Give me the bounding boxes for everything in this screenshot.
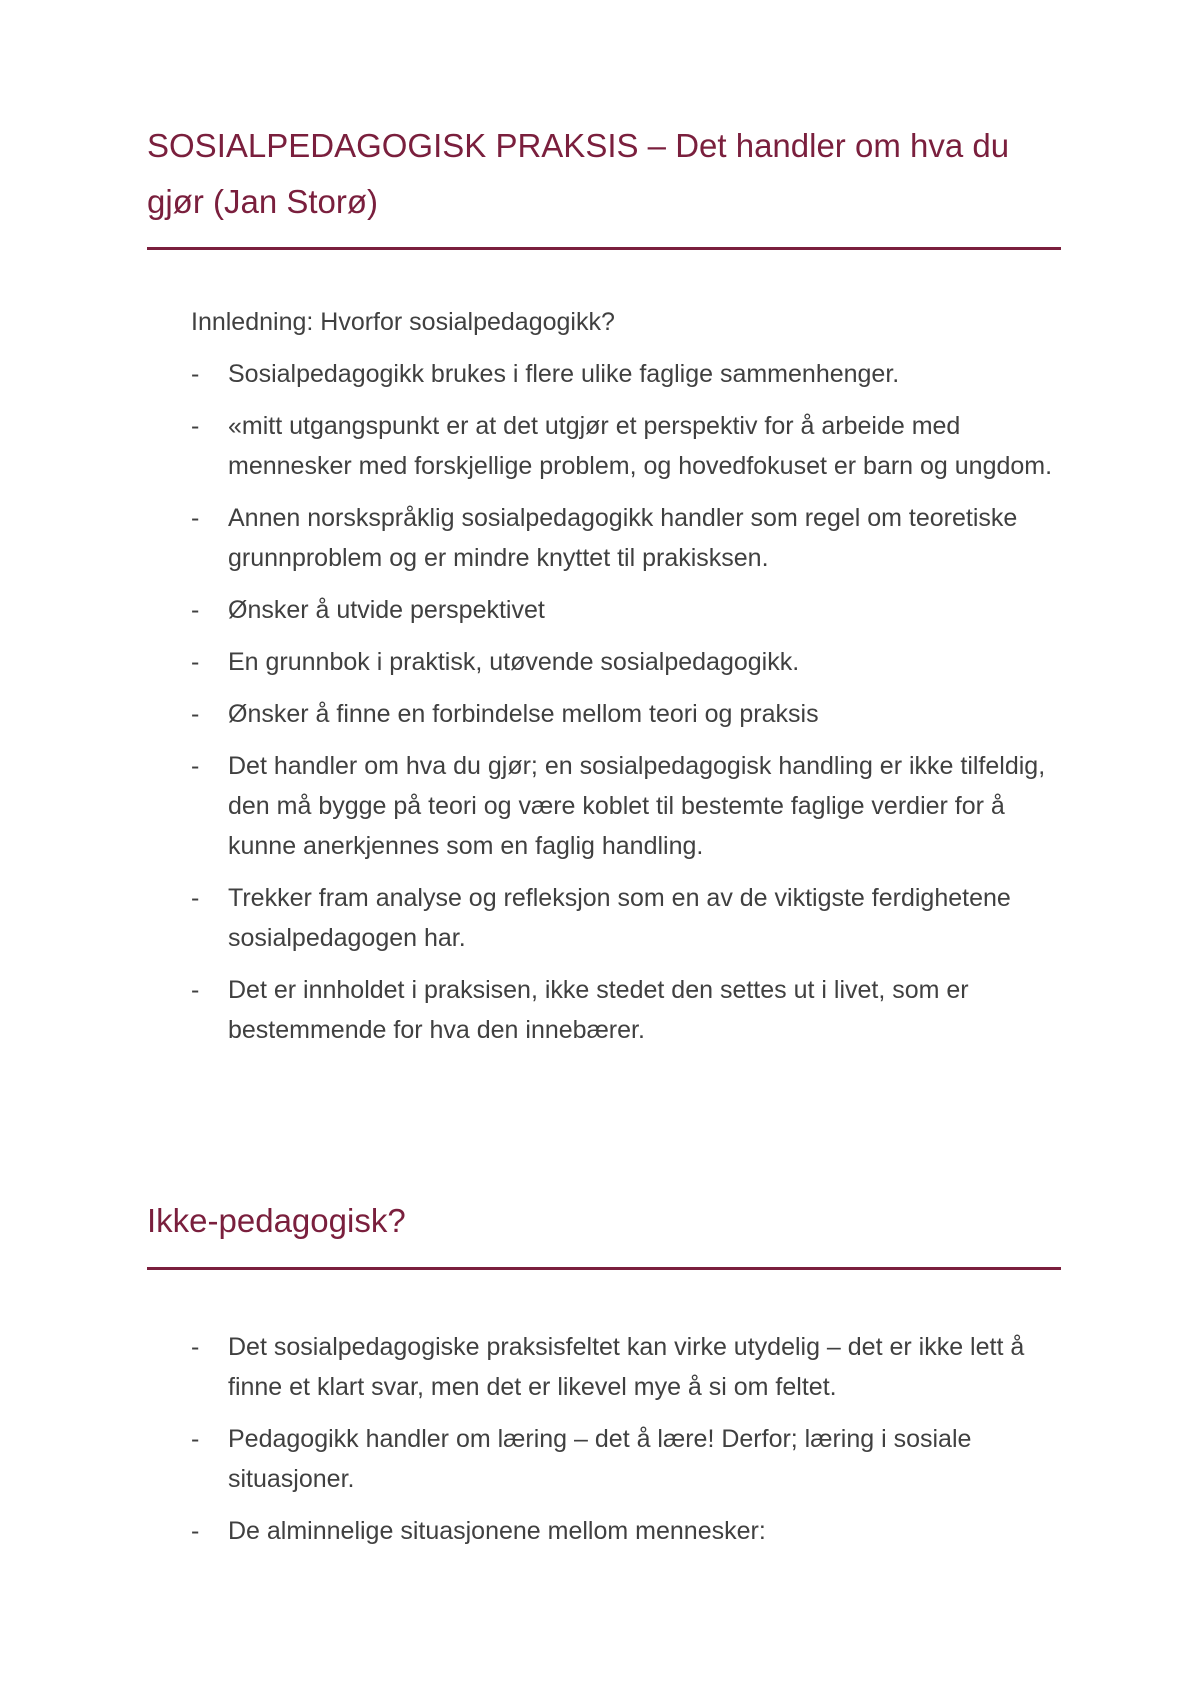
dash-bullet: -: [191, 1517, 200, 1545]
document-title: SOSIALPEDAGOGISK PRAKSIS – Det handler om hva du gjør (Jan Storø): [147, 127, 1010, 220]
dash-bullet: -: [191, 1425, 200, 1453]
section-list: [0, 1327, 1068, 1563]
title-divider: [147, 247, 1061, 250]
dash-bullet: -: [191, 412, 200, 440]
list-item-text: «mitt utgangspunkt er at det utgjør et perspektiv for å arbeide med mennesker med forskjellige problem, og hovedfokuset er barn og ungdom.: [228, 412, 1053, 480]
list-item: [0, 746, 1068, 866]
list-item-text: Trekker fram analyse og refleksjon som en av de viktigste ferdighetene sosialpedagogen har.: [228, 884, 1011, 952]
list-item-text: Det handler om hva du gjør; en sosialpedagogisk handling er ikke tilfeldig, den må bygge på teori og være koblet til bestemte faglige verdier for å kunne anerkjennes som en faglig handling.: [228, 752, 1046, 860]
list-item-text: De alminnelige situasjonene mellom mennesker:: [228, 1517, 766, 1545]
list-item: [0, 878, 1068, 958]
intro-list: [0, 354, 1068, 1062]
list-item-text: Ønsker å utvide perspektivet: [228, 596, 545, 624]
intro-heading: Innledning: Hvorfor sosialpedagogikk?: [191, 308, 615, 336]
list-item-text: Pedagogikk handler om læring – det å lære! Derfor; læring i sosiale situasjoner.: [228, 1425, 972, 1493]
dash-bullet: -: [191, 752, 200, 780]
dash-bullet: -: [191, 596, 200, 624]
list-item-text: Det sosialpedagogiske praksisfeltet kan virke utydelig – det er ikke lett å finne et klart svar, men det er likevel mye å si om feltet.: [228, 1333, 1025, 1401]
dash-bullet: -: [191, 504, 200, 532]
dash-bullet: -: [191, 884, 200, 912]
list-item-text: Ønsker å finne en forbindelse mellom teori og praksis: [228, 700, 819, 728]
list-item: [0, 1419, 1068, 1499]
section-heading: Ikke-pedagogisk?: [147, 1202, 406, 1239]
list-item-text: En grunnbok i praktisk, utøvende sosialpedagogikk.: [228, 648, 800, 676]
list-item: [0, 1327, 1068, 1407]
list-item: [0, 1511, 1068, 1551]
section-divider: [147, 1267, 1061, 1270]
list-item: [0, 406, 1068, 486]
list-item-text: Det er innholdet i praksisen, ikke stedet den settes ut i livet, som er bestemmende for hva den innebærer.: [228, 976, 969, 1044]
list-item: [0, 354, 1068, 394]
dash-bullet: -: [191, 976, 200, 1004]
list-item-text: Annen norskspråklig sosialpedagogikk handler som regel om teoretiske grunnproblem og er mindre knyttet til prakisksen.: [228, 504, 1018, 572]
list-item: [0, 642, 1068, 682]
dash-bullet: -: [191, 360, 200, 388]
list-item: [0, 694, 1068, 734]
dash-bullet: -: [191, 1333, 200, 1361]
list-item-text: Sosialpedagogikk brukes i flere ulike faglige sammenhenger.: [228, 360, 900, 388]
list-item: [0, 590, 1068, 630]
list-item: [0, 498, 1068, 578]
dash-bullet: -: [191, 648, 200, 676]
list-item: [0, 970, 1068, 1050]
dash-bullet: -: [191, 700, 200, 728]
